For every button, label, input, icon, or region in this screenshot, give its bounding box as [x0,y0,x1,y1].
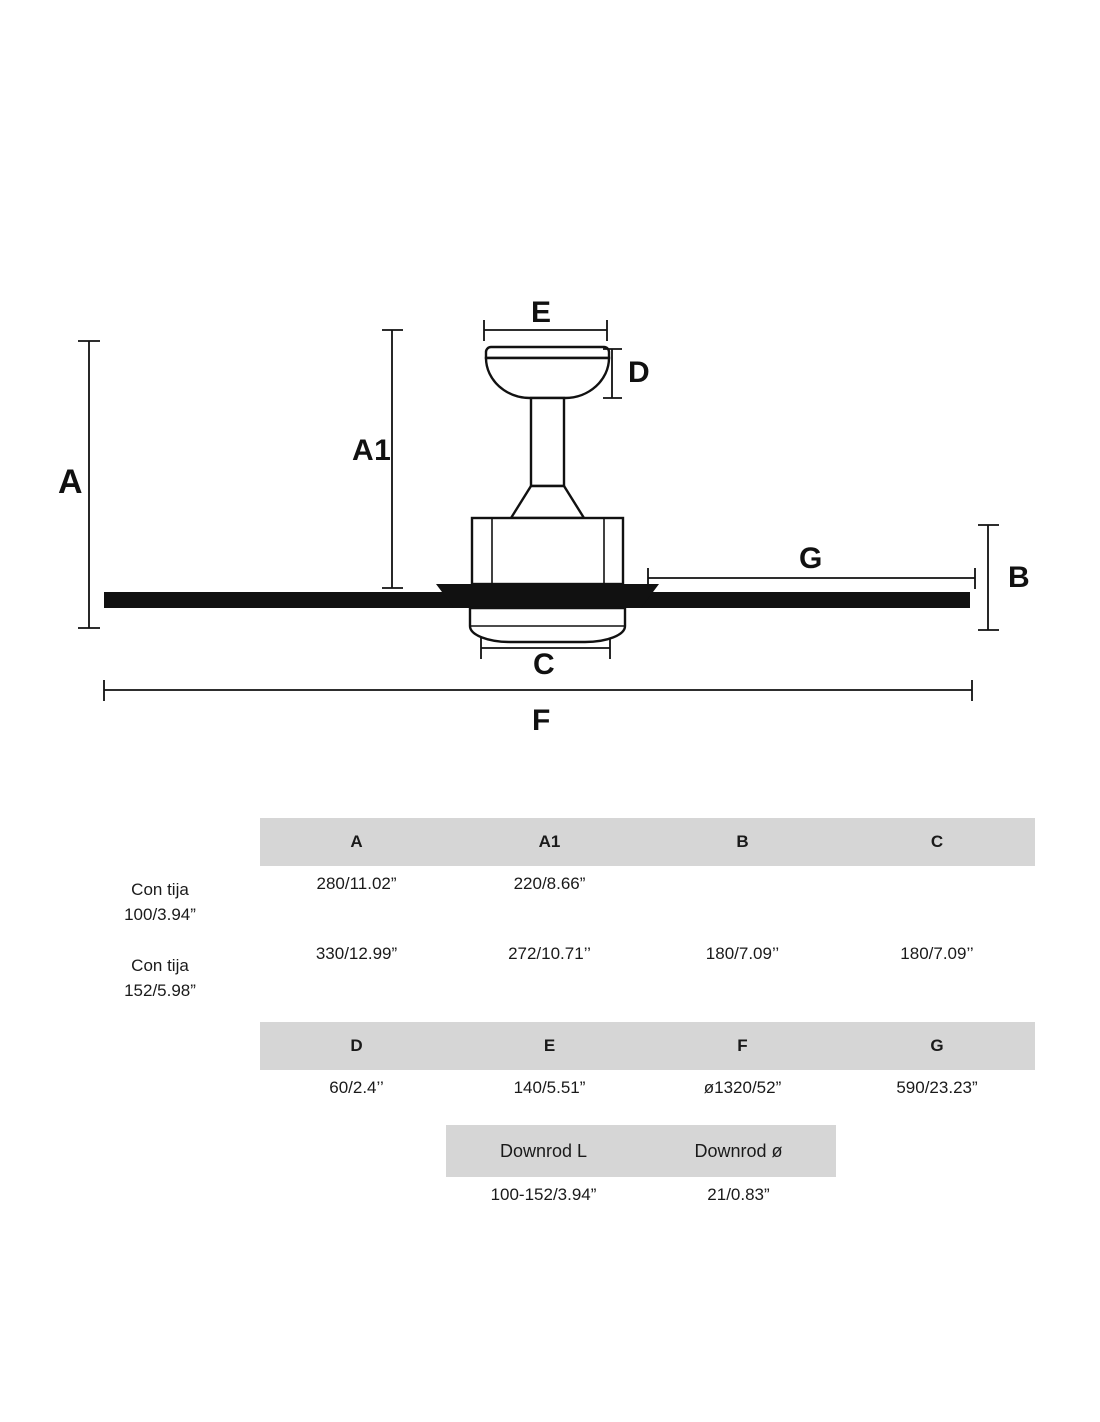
dim-label-G: G [799,542,823,575]
dimension-table-downrod [446,1125,836,1243]
row-label-line2: 152/5.98” [124,981,196,1000]
header-cell-E: E [453,1022,646,1070]
row-label-con-tija-152 [60,938,260,1018]
row-label-con-tija-100 [60,866,260,938]
header-cell-A: A [260,818,453,866]
light-kit-shape [470,608,625,642]
dim-label-E: E [531,296,552,329]
table-row [60,866,1035,938]
cell-F: ø1320/52” [646,1070,839,1136]
table-row-header [60,818,1035,866]
cell-downrod-diameter: 21/0.83” [641,1177,836,1243]
motor-neck-shape [511,486,584,518]
row-label-line1: Con tija [131,955,189,975]
header-cell-downrod-diameter: Downrod ø [641,1125,836,1177]
cell-A1-row2: 272/10.71’’ [453,938,646,1018]
dim-label-A1: A1 [352,434,392,467]
cell-G: 590/23.23” [839,1070,1035,1136]
motor-housing-shape [472,518,623,584]
cell-downrod-length: 100-152/3.94” [446,1177,641,1243]
header-cell-C: C [839,818,1035,866]
header-cell-F: F [646,1022,839,1070]
cell-A1-row1: 220/8.66” [453,866,646,938]
table-row-header [60,1022,1035,1070]
cell-blank-2 [60,1070,260,1136]
cell-D: 60/2.4’’ [260,1070,453,1136]
header-cell-downrod-length: Downrod L [446,1125,641,1177]
dimension-table-secondary [60,1022,1035,1136]
dim-label-A: A [58,463,84,501]
cell-A-row1: 280/11.02” [260,866,453,938]
row-label-line2: 100/3.94” [124,905,196,924]
table-row [60,938,1035,1018]
cell-B-row2: 180/7.09’’ [646,938,839,1018]
cell-A-row2: 330/12.99” [260,938,453,1018]
dim-label-F: F [532,704,551,737]
table-row [446,1177,836,1243]
dim-label-C: C [533,648,556,681]
downrod-shape [531,398,564,486]
hub-flare-shape [436,584,659,608]
header-cell-blank [60,818,260,866]
dimension-table-primary [60,818,1035,1018]
header-cell-G: G [839,1022,1035,1070]
canopy-shape [486,347,609,398]
cell-B-row1 [646,866,839,938]
dim-label-D: D [628,356,651,389]
row-label-line1: Con tija [131,879,189,899]
header-cell-blank-2 [60,1022,260,1070]
header-cell-A1: A1 [453,818,646,866]
cell-C-row2: 180/7.09’’ [839,938,1035,1018]
header-cell-B: B [646,818,839,866]
dim-label-B: B [1008,561,1031,594]
header-cell-D: D [260,1022,453,1070]
cell-E: 140/5.51” [453,1070,646,1136]
cell-C-row1 [839,866,1035,938]
table-row-header [446,1125,836,1177]
